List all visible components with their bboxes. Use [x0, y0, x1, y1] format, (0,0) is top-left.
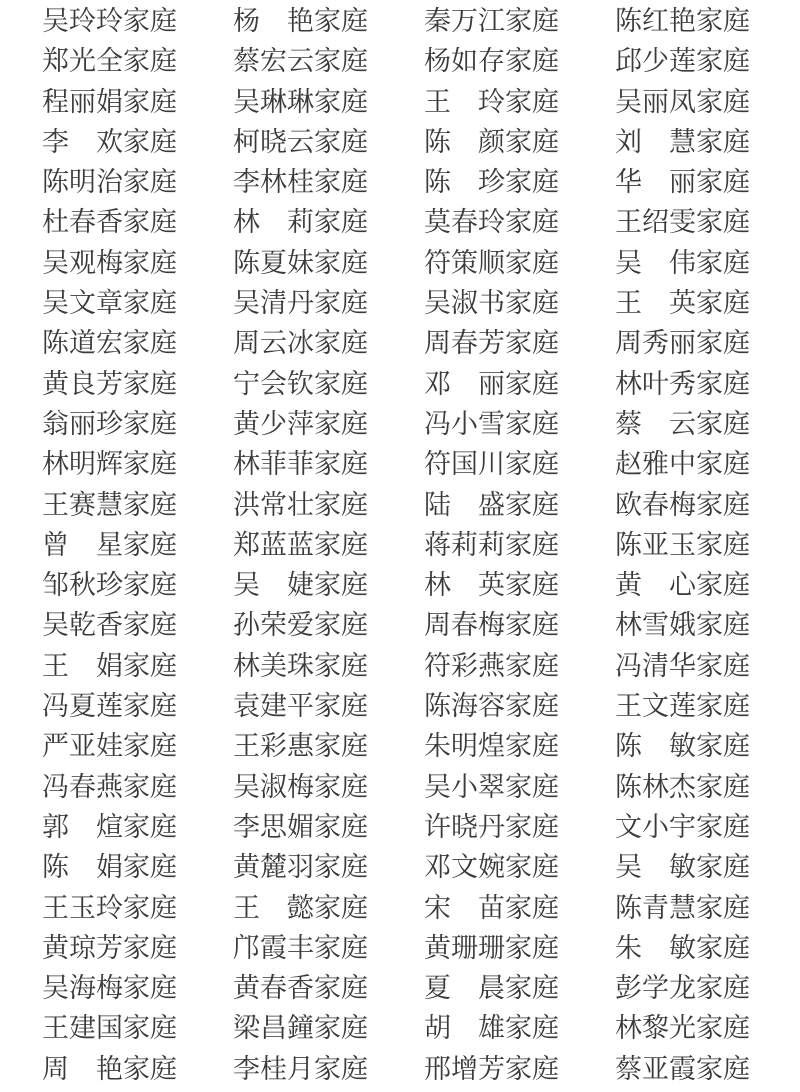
- family-name-cell: 黄 心家庭: [615, 570, 750, 602]
- family-name-cell: 李林桂家庭: [233, 167, 368, 199]
- family-name-cell: 杨如存家庭: [424, 46, 559, 78]
- family-name-cell: 吴淑书家庭: [424, 288, 559, 320]
- family-name-cell: 翁丽珍家庭: [42, 408, 177, 440]
- family-name-cell: 陈道宏家庭: [42, 328, 177, 360]
- family-name-cell: 严亚娃家庭: [42, 731, 177, 763]
- family-name-cell: 吴 伟家庭: [615, 247, 750, 279]
- family-name-cell: 符彩燕家庭: [424, 650, 559, 682]
- family-name-cell: 曾 星家庭: [42, 529, 177, 561]
- family-name-cell: 周春梅家庭: [424, 610, 559, 642]
- family-name-cell: 王赛慧家庭: [42, 489, 177, 521]
- family-name-cell: 杜春香家庭: [42, 207, 177, 239]
- family-name-cell: 符国川家庭: [424, 449, 559, 481]
- family-name-cell: 李 欢家庭: [42, 126, 177, 158]
- family-name-cell: 蔡 云家庭: [615, 408, 750, 440]
- family-name-cell: 吴丽凤家庭: [615, 86, 750, 118]
- family-name-cell: 黄琼芳家庭: [42, 932, 177, 964]
- family-name-cell: 秦万江家庭: [424, 6, 559, 37]
- family-name-cell: 林叶秀家庭: [615, 368, 750, 400]
- family-name-cell: 黄春香家庭: [233, 973, 368, 1005]
- family-name-cell: 陈 敏家庭: [615, 731, 750, 763]
- family-name-cell: 李思媚家庭: [233, 811, 368, 843]
- family-name-cell: 王 玲家庭: [424, 86, 559, 118]
- family-name-cell: 蔡宏云家庭: [233, 46, 368, 78]
- family-name-cell: 林 莉家庭: [233, 207, 368, 239]
- family-name-cell: 邓文婉家庭: [424, 852, 559, 884]
- family-name-cell: 梁昌鐘家庭: [233, 1013, 368, 1045]
- family-name-cell: 夏 晨家庭: [424, 973, 559, 1005]
- family-name-cell: 莫春玲家庭: [424, 207, 559, 239]
- family-name-cell: 邱少莲家庭: [615, 46, 750, 78]
- family-name-cell: 陈明治家庭: [42, 167, 177, 199]
- family-name-cell: 朱 敏家庭: [615, 932, 750, 964]
- family-name-cell: 林菲菲家庭: [233, 449, 368, 481]
- family-name-cell: 吴乾香家庭: [42, 610, 177, 642]
- family-name-cell: 陈 珍家庭: [424, 167, 559, 199]
- family-name-cell: 周 艳家庭: [42, 1053, 177, 1085]
- family-name-cell: 吴 敏家庭: [615, 852, 750, 884]
- family-name-cell: 黄良芳家庭: [42, 368, 177, 400]
- family-name-cell: 孙荣爱家庭: [233, 610, 368, 642]
- family-name-cell: 吴玲玲家庭: [42, 6, 177, 37]
- family-name-cell: 陈 娟家庭: [42, 852, 177, 884]
- family-name-cell: 林明辉家庭: [42, 449, 177, 481]
- family-name-cell: 欧春梅家庭: [615, 489, 750, 521]
- family-name-cell: 李桂月家庭: [233, 1053, 368, 1085]
- family-name-cell: 文小宇家庭: [615, 811, 750, 843]
- family-name-cell: 周秀丽家庭: [615, 328, 750, 360]
- family-name-cell: 袁建平家庭: [233, 691, 368, 723]
- family-name-cell: 华 丽家庭: [615, 167, 750, 199]
- family-name-cell: 吴清丹家庭: [233, 288, 368, 320]
- family-name-cell: 王建国家庭: [42, 1013, 177, 1045]
- family-name-cell: 邹秋珍家庭: [42, 570, 177, 602]
- family-name-cell: 杨 艳家庭: [233, 6, 368, 37]
- family-name-cell: 王 懿家庭: [233, 892, 368, 924]
- family-name-cell: 冯夏莲家庭: [42, 691, 177, 723]
- family-name-cell: 吴文章家庭: [42, 288, 177, 320]
- family-name-cell: 宋 苗家庭: [424, 892, 559, 924]
- family-name-grid: [42, 2, 800, 1090]
- family-name-cell: 冯春燕家庭: [42, 771, 177, 803]
- family-name-cell: 邢增芳家庭: [424, 1053, 559, 1085]
- family-name-cell: 蔡亚霞家庭: [615, 1053, 750, 1085]
- family-name-cell: 吴观梅家庭: [42, 247, 177, 279]
- family-name-cell: 赵雅中家庭: [615, 449, 750, 481]
- family-name-cell: 邝霞丰家庭: [233, 932, 368, 964]
- family-name-cell: 王 英家庭: [615, 288, 750, 320]
- family-name-cell: 王玉玲家庭: [42, 892, 177, 924]
- family-name-cell: 林 英家庭: [424, 570, 559, 602]
- family-name-cell: 冯清华家庭: [615, 650, 750, 682]
- family-name-cell: 蒋莉莉家庭: [424, 529, 559, 561]
- family-name-cell: 林黎光家庭: [615, 1013, 750, 1045]
- family-name-cell: 林雪娥家庭: [615, 610, 750, 642]
- family-name-cell: 黄麓羽家庭: [233, 852, 368, 884]
- family-name-cell: 许晓丹家庭: [424, 811, 559, 843]
- family-name-cell: 黄少萍家庭: [233, 408, 368, 440]
- family-name-cell: 郑蓝蓝家庭: [233, 529, 368, 561]
- family-name-cell: 陈林杰家庭: [615, 771, 750, 803]
- family-name-cell: 陈海容家庭: [424, 691, 559, 723]
- family-name-cell: 洪常壮家庭: [233, 489, 368, 521]
- family-name-cell: 刘 慧家庭: [615, 126, 750, 158]
- family-name-cell: 陈青慧家庭: [615, 892, 750, 924]
- family-name-cell: 符策顺家庭: [424, 247, 559, 279]
- family-name-cell: 王绍雯家庭: [615, 207, 750, 239]
- family-name-cell: 吴小翠家庭: [424, 771, 559, 803]
- family-name-cell: 黄珊珊家庭: [424, 932, 559, 964]
- family-name-cell: 王彩惠家庭: [233, 731, 368, 763]
- family-name-cell: 冯小雪家庭: [424, 408, 559, 440]
- family-name-cell: 彭学龙家庭: [615, 973, 750, 1005]
- family-name-cell: 吴琳琳家庭: [233, 86, 368, 118]
- family-name-cell: 吴海梅家庭: [42, 973, 177, 1005]
- family-name-cell: 吴淑梅家庭: [233, 771, 368, 803]
- family-name-cell: 陈夏妹家庭: [233, 247, 368, 279]
- family-name-cell: 郭 煊家庭: [42, 811, 177, 843]
- family-name-cell: 胡 雄家庭: [424, 1013, 559, 1045]
- family-name-cell: 吴 婕家庭: [233, 570, 368, 602]
- family-name-cell: 周春芳家庭: [424, 328, 559, 360]
- family-name-cell: 郑光全家庭: [42, 46, 177, 78]
- family-name-cell: 陈 颜家庭: [424, 126, 559, 158]
- family-name-cell: 林美珠家庭: [233, 650, 368, 682]
- family-name-cell: 邓 丽家庭: [424, 368, 559, 400]
- family-name-cell: 陈亚玉家庭: [615, 529, 750, 561]
- family-name-cell: 陆 盛家庭: [424, 489, 559, 521]
- family-name-cell: 陈红艳家庭: [615, 6, 750, 37]
- family-name-cell: 王 娟家庭: [42, 650, 177, 682]
- family-name-cell: 周云冰家庭: [233, 328, 368, 360]
- family-name-cell: 朱明煌家庭: [424, 731, 559, 763]
- family-name-cell: 柯晓云家庭: [233, 126, 368, 158]
- family-name-cell: 宁会钦家庭: [233, 368, 368, 400]
- family-name-cell: 王文莲家庭: [615, 691, 750, 723]
- family-name-cell: 程丽娟家庭: [42, 86, 177, 118]
